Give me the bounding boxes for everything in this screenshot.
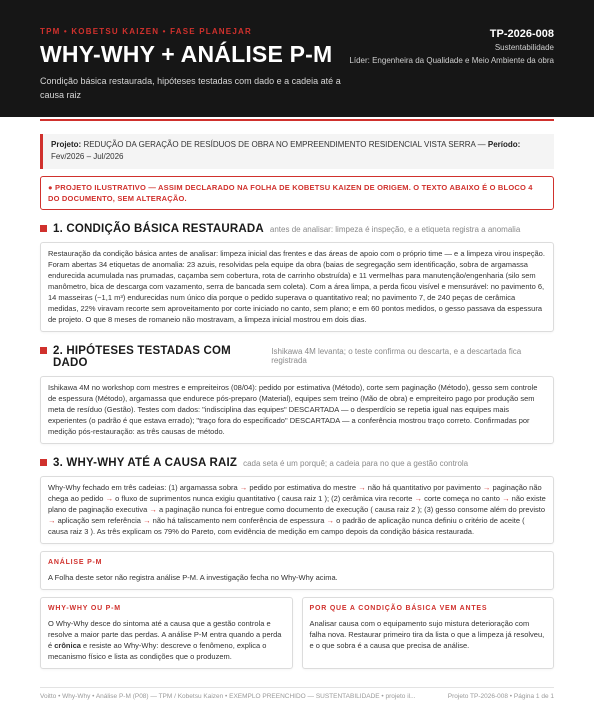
project-label: Projeto: xyxy=(51,140,82,149)
section-2-title: 2. HIPÓTESES TESTADAS COM DADO xyxy=(53,345,231,369)
whywhy-or-pm-label: WHY-WHY OU P-M xyxy=(48,605,121,612)
whywhy-or-pm-strong: crônica xyxy=(54,641,81,650)
arrow-right-icon: → xyxy=(149,505,159,514)
section-3-card xyxy=(40,476,554,544)
footer-left: Voitto • Why-Why • Análise P-M (P08) — TPM / Kobetsu Kaizen • EXEMPLO PREENCHIDO — SUSTENTABILIDADE • projeto il... xyxy=(40,693,416,700)
arrow-right-icon: → xyxy=(105,494,116,503)
chain-text: corte começa no canto xyxy=(424,494,500,503)
section-3-heading xyxy=(40,457,554,469)
section-2-card: Ishikawa 4M no workshop com mestres e empreiteiros (08/04): pedido por estimativa (Método), corte sem paginação (Método), gesso sem controle de espessura (Método), argamassa que endurece pós-preparo (Material), equipes sem treino (Mão de obra) e empreiteiro pago por produção sem meta de resíduo (Gestão). Testes com dados: "indisciplina das equipes" DESCARTADA — o desperdício se repetia igual nas equipes mais experientes (o padrão é que estava errado); "traço fora do especificado" DESCARTADA — a conferência mostrou traço correto. Confirmadas por medição pós-restauração: as três causas de método. xyxy=(40,376,554,444)
whywhy-or-pm-text-a: O Why-Why desce do sintoma até a causa que a gestão controla e resolve a maior parte das perdas. A análise P-M entra quando a perda é xyxy=(48,619,282,650)
section-marker-icon xyxy=(40,347,47,354)
project-leader: Líder: Engenheira da Qualidade e Meio Ambiente da obra xyxy=(349,56,554,65)
section-1-card: Restauração da condição básica antes de analisar: limpeza inicial das frentes e das áreas de apoio com o próprio time — e a limpeza virou inspeção. Foram abertas 34 etiquetas de anomalia: 23 azuis, resolvidas pela equipe da obra (baias de segregação sem identificação, sobra de argamassa endurecida acumulada nas prumadas, caçamba sem cobertura, rota de carrinho obstruída) e 11 vermelhas para manutenção/engenharia (silo sem manômetro, bica de descarga com vazamento, serra de bancada sem coleta). Com a área limpa, a perda ficou visível e mensurável: no pavimento 6, 14 masseiras (~1,1 m³) endurecidas num único dia porque o pedido superava o quantitativo real; no pavimento 7, de 240 peças de cerâmica medidas, 22% viravam recorte sem aproveitamento por corte iniciado no canto, sem plano; e em 60 pontos medidos, o gesso passava da espessura de projeto. O que 8 meses de romaneio não mostravam, a limpeza inicial mostrou em dois dias. xyxy=(40,242,554,332)
section-marker-icon xyxy=(40,225,47,232)
document-body xyxy=(40,134,554,669)
page-footer xyxy=(40,687,554,700)
whywhy-or-pm-card xyxy=(40,597,293,669)
chain-text: pedido por estimativa do mestre xyxy=(249,483,357,492)
section-1-title: 1. CONDIÇÃO BÁSICA RESTAURADA xyxy=(53,223,264,235)
project-text: REDUÇÃO DA GERAÇÃO DE RESÍDUOS DE OBRA NO EMPREENDIMENTO RESIDENCIAL VISTA SERRA — xyxy=(83,140,486,149)
chain-text: não existe plano de paginação executiva xyxy=(48,494,546,514)
arrow-right-icon: → xyxy=(326,516,337,525)
header-eyebrow: TPM • KOBETSU KAIZEN • FASE PLANEJAR xyxy=(40,27,252,36)
header-divider xyxy=(40,119,554,121)
arrow-right-icon: → xyxy=(358,483,368,492)
illustrative-alert: ● PROJETO ILUSTRATIVO — ASSIM DECLARADO NA FOLHA DE KOBETSU KAIZEN DE ORIGEM. O TEXTO ABAIXO É O BLOCO 4 DO DOCUMENTO, SEM ALTERAÇÃO. xyxy=(40,176,554,210)
section-1-note: antes de analisar: limpeza é inspeção, e a etiqueta registra a anomalia xyxy=(269,225,521,234)
chain-text: não há taliscamento nem conferência de espessura xyxy=(152,516,325,525)
footer-right: Projeto TP-2026-008 • Página 1 de 1 xyxy=(447,693,554,700)
chain-text: o fluxo de suprimentos nunca exigiu quantitativo ( causa raiz 1 ); (2) cerâmica vira recorte xyxy=(115,494,413,503)
section-1-heading xyxy=(40,223,554,235)
section-2-note: Ishikawa 4M levanta; o teste confirma ou descarta, e a descartada fica registrada xyxy=(271,347,522,365)
chain-text: paginação não chega ao pedido xyxy=(48,483,542,503)
page-title: WHY-WHY + ANÁLISE P-M xyxy=(40,41,333,67)
chain-text: Why-Why fechado em três cadeias: (1) argamassa sobra xyxy=(48,483,238,492)
pm-analysis-label: ANÁLISE P-M xyxy=(48,559,103,566)
basic-condition-text: Analisar causa com o equipamento sujo mistura deterioração com falha nova. Restaurar primeiro tira da lista o que a limpeza já resolveu, e o que sobra é a causa que precisa de análise. xyxy=(309,619,545,650)
project-area: Sustentabilidade xyxy=(494,43,554,52)
whywhy-or-pm-text xyxy=(48,618,285,662)
arrow-right-icon: → xyxy=(239,483,250,492)
section-3-note: cada seta é um porquê; a cadeia para no que a gestão controla xyxy=(243,459,469,468)
section-marker-icon xyxy=(40,459,47,466)
basic-condition-card xyxy=(302,597,555,669)
section-2-heading xyxy=(40,345,554,369)
explainer-row xyxy=(40,597,554,669)
chain-text: não há quantitativo por pavimento xyxy=(367,483,481,492)
project-code: TP-2026-008 xyxy=(489,28,554,40)
chain-text: a paginação nunca foi entregue como documento de execução ( causa raiz 2 ); (3) gesso consome além do previsto xyxy=(158,505,545,514)
project-box xyxy=(40,134,554,169)
arrow-right-icon: → xyxy=(143,516,153,525)
period-text: Fev/2026 – Jul/2026 xyxy=(51,152,124,161)
chain-text: o padrão de aplicação nunca definiu o critério de aceite ( causa raiz 3 ). As três explicam os 79% do Pareto, com evidência de medição em campo depois da condição básica restaurada. xyxy=(48,516,525,536)
arrow-right-icon: → xyxy=(482,483,493,492)
arrow-right-icon: → xyxy=(48,516,58,525)
page-subtitle: Condição básica restaurada, hipóteses testadas com dado e a cadeia até a causa raiz xyxy=(40,76,341,100)
arrow-right-icon: → xyxy=(414,494,425,503)
basic-condition-label: POR QUE A CONDIÇÃO BÁSICA VEM ANTES xyxy=(309,605,488,612)
pm-analysis-card xyxy=(40,551,554,590)
chain-text: aplicação sem referência xyxy=(57,516,141,525)
period-label: Período: xyxy=(487,140,521,149)
arrow-right-icon: → xyxy=(502,494,512,503)
pm-analysis-text: A Folha deste setor não registra análise P-M. A investigação fecha no Why-Why acima. xyxy=(48,573,338,582)
whywhy-or-pm-text-b: e resiste ao Why-Why: descreve o fenômeno, explica o mecanismo físico e lista as condições que o produzem. xyxy=(48,641,267,661)
document-header xyxy=(0,0,594,117)
section-3-title: 3. WHY-WHY ATÉ A CAUSA RAIZ xyxy=(53,457,238,469)
